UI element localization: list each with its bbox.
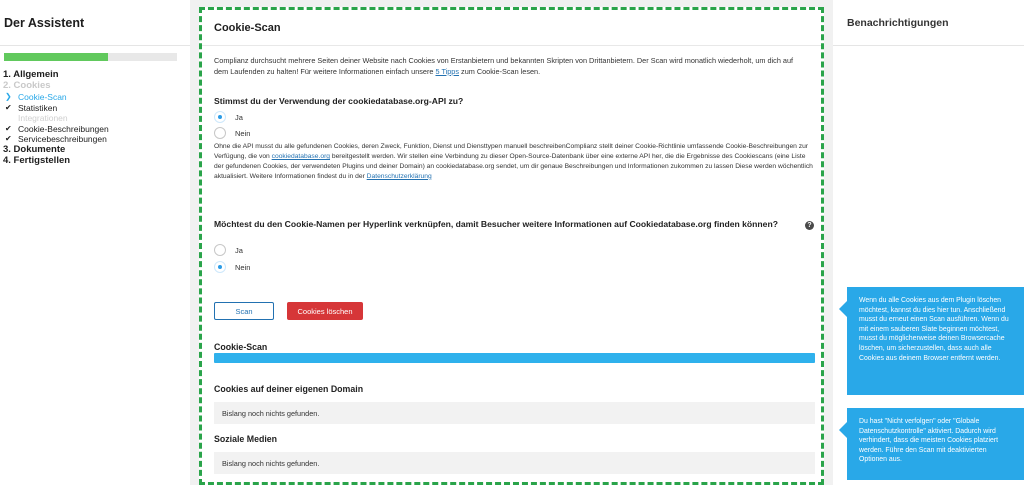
wizard-steps xyxy=(3,70,188,167)
hyperlink-yes-label[interactable]: Ja xyxy=(235,246,243,255)
scan-progress-bar xyxy=(214,353,815,363)
wizard-step-label: Servicebeschreibungen xyxy=(18,134,107,144)
hyperlink-no-radio[interactable] xyxy=(214,261,226,273)
checkmark-icon: ✔ xyxy=(5,134,12,143)
wizard-step-label: Cookie-Beschreibungen xyxy=(18,123,109,134)
wizard-step-2-cookies[interactable] xyxy=(3,81,188,92)
wizard-step-label: Statistiken xyxy=(18,102,58,113)
wizard-step-label: 3. Dokumente xyxy=(3,143,66,155)
scan-section-title: Cookie-Scan xyxy=(214,342,268,352)
wizard-step-label: 1. Allgemein xyxy=(3,69,59,80)
hyperlink-question: Möchtest du den Cookie-Namen per Hyperlink verknüpfen, damit Besucher weitere Informationen auf Cookiedatabase.org finden können? xyxy=(214,219,778,229)
intro-text-body: Complianz durchsucht mehrere Seiten deiner Website nach Cookies von Erstanbietern und bekannten Skripten von Drittanbietern. Der Scan wird monatlich wiederholt, um dich auf dem Laufenden zu halten! Für weitere Informationen einfach unsere xyxy=(214,56,794,76)
wizard-sidebar xyxy=(0,0,190,485)
delete-cookies-tip: Wenn du alle Cookies aus dem Plugin löschen möchtest, kannst du dies hier tun. Anschließend musst du erneut einen Scan ausführen. Wenn du mit einem sauberen Slate beginnen möchtest, musst du möglicherweise deinen Browsercache löschen, um sicherzustellen, dass auch alle Cookies aus deinem Browser entfernt werden. xyxy=(847,287,1024,395)
intro-text xyxy=(214,55,809,77)
radio-selected-dot xyxy=(218,265,222,269)
own-domain-title: Cookies auf deiner eigenen Domain xyxy=(214,384,364,394)
radio-selected-dot xyxy=(218,115,222,119)
api-consent-yes-radio[interactable] xyxy=(214,111,226,123)
notifications-title: Benachrichtigungen xyxy=(833,0,1024,46)
scan-button[interactable]: Scan xyxy=(214,302,274,320)
wizard-step-cookie-scan[interactable] xyxy=(3,92,188,103)
api-info-part-b: bereitgestellt werden. Wir stellen eine Verbindung zu dieser Open-Source-Datenbank über eine externe API her, die die Ergebnisse des Cookiescans (eine Liste der gefundenen Cookies, der verwendeten Plugins und deiner Domain) an cookiedatabase.org sendet, um dir genaue Beschreibungen und Informationen zukommen zu lassen Diese werden wöchentlich aktualisiert. Weitere Informationen findest du in der xyxy=(214,152,813,180)
hyperlink-yes-radio[interactable] xyxy=(214,244,226,256)
api-info-part-a: Ohne die API musst du alle gefundenen Cookies, deren Zweck, Funktion, Dienst und Diensttypen manuell beschreibenComplianz stellt deiner Cookie-Richtlinie umfassende Cookie-Beschreibungen zur Verfügung, die von xyxy=(214,143,809,160)
tips-link[interactable]: 5 Tipps xyxy=(435,67,460,76)
intro-text-end: zum Cookie-Scan lesen. xyxy=(459,67,541,76)
privacy-policy-link[interactable]: Datenschutzerklärung xyxy=(366,172,432,180)
wizard-step-servicebeschreibungen[interactable] xyxy=(3,134,188,145)
wizard-step-cookie-beschreibungen[interactable] xyxy=(3,124,188,135)
wizard-step-statistiken[interactable] xyxy=(3,103,188,114)
chevron-right-icon: ❯ xyxy=(5,92,12,101)
checkmark-icon: ✔ xyxy=(5,102,12,112)
sidebar-title: Der Assistent xyxy=(0,0,190,46)
cookie-scan-panel xyxy=(199,7,824,485)
checkmark-icon: ✔ xyxy=(5,123,12,133)
delete-cookies-button[interactable]: Cookies löschen xyxy=(287,302,363,320)
wizard-step-label: 4. Fertigstellen xyxy=(3,154,71,166)
api-consent-no-label[interactable]: Nein xyxy=(235,129,251,138)
wizard-step-integrationen[interactable] xyxy=(3,113,188,124)
api-consent-question: Stimmst du der Verwendung der cookiedatabase.org-API zu? xyxy=(214,96,464,106)
wizard-step-label: Integrationen xyxy=(18,113,68,123)
social-media-title: Soziale Medien xyxy=(214,434,278,444)
own-domain-empty: Bislang noch nichts gefunden. xyxy=(214,402,815,424)
help-icon[interactable]: ? xyxy=(805,221,814,230)
wizard-step-label: Cookie-Scan xyxy=(18,92,67,102)
do-not-track-tip: Du hast "Nicht verfolgen" oder "Globale Datenschutzkontrolle" aktiviert. Dadurch wird verhindert, dass die meisten Cookies platziert werden. Führe den Scan mit deaktivierten Optionen aus. xyxy=(847,408,1024,480)
hyperlink-no-label[interactable]: Nein xyxy=(235,263,251,272)
wizard-step-label: 2. Cookies xyxy=(3,80,51,91)
wizard-step-4-fertigstellen[interactable] xyxy=(3,156,188,167)
social-media-empty: Bislang noch nichts gefunden. xyxy=(214,452,815,474)
api-consent-no-radio[interactable] xyxy=(214,127,226,139)
wizard-progress-bar xyxy=(4,53,177,61)
panel-title: Cookie-Scan xyxy=(202,10,821,46)
api-consent-yes-label[interactable]: Ja xyxy=(235,113,243,122)
wizard-progress-fill xyxy=(4,53,108,61)
cookiedatabase-link[interactable]: cookiedatabase.org xyxy=(271,152,331,160)
api-info-text xyxy=(214,142,814,182)
